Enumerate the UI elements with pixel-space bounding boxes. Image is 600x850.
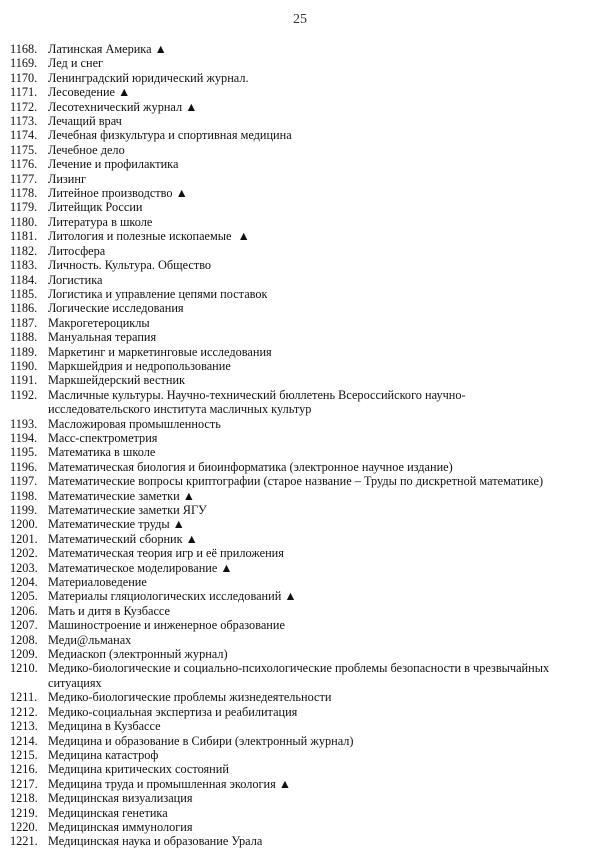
entry-number: 1170. <box>10 70 38 85</box>
list-item <box>10 618 590 632</box>
entry-title: Машиностроение и инженерное образование <box>48 618 285 633</box>
entry-title: Материалы гляциологических исследований ▲ <box>48 589 297 604</box>
list-item <box>10 330 590 344</box>
entry-number: 1213. <box>10 719 38 734</box>
entry-number: 1214. <box>10 733 38 748</box>
entry-number: 1180. <box>10 214 38 229</box>
list-item <box>10 345 590 359</box>
entry-title: Математическое моделирование ▲ <box>48 560 233 575</box>
entry-number: 1197. <box>10 474 38 489</box>
entry-title: Личность. Культура. Общество <box>48 258 212 273</box>
entry-number: 1218. <box>10 791 38 806</box>
list-item <box>10 820 590 834</box>
entry-number: 1174. <box>10 128 38 143</box>
entry-title: Логистика и управление цепями поставок <box>48 286 268 301</box>
entry-title: Масличные культуры. Научно-технический бюллетень Всероссийского научно- исследовательского института масличных культур <box>48 387 466 417</box>
list-item <box>10 604 590 618</box>
entry-number: 1207. <box>10 618 38 633</box>
entry-number: 1209. <box>10 647 38 662</box>
entry-title: Ленинградский юридический журнал. <box>48 70 249 85</box>
entry-title: Макрогетероциклы <box>48 315 150 330</box>
entry-title: Математическая биология и биоинформатика (электронное научное издание) <box>48 459 453 474</box>
list-item <box>10 762 590 776</box>
entry-title: Лечащий врач <box>48 114 122 129</box>
entry-number: 1189. <box>10 344 38 359</box>
entry-title: Медицинская генетика <box>48 805 168 820</box>
entry-title: Лизинг <box>48 171 86 186</box>
entry-number: 1187. <box>10 315 38 330</box>
entry-number: 1194. <box>10 430 38 445</box>
entry-title: Медицина труда и промышленная экология ▲ <box>48 776 292 791</box>
entry-title: Математическая теория игр и её приложения <box>48 546 284 561</box>
entry-title: Медиаскоп (электронный журнал) <box>48 647 228 662</box>
list-item <box>10 56 590 70</box>
entry-title: Лечебное дело <box>48 142 125 157</box>
list-item <box>10 503 590 517</box>
entry-title: Мать и дитя в Кузбассе <box>48 603 170 618</box>
entry-title: Масложировая промышленность <box>48 416 221 431</box>
list-item <box>10 589 590 603</box>
entry-number: 1205. <box>10 589 38 604</box>
list-item <box>10 128 590 142</box>
list-item <box>10 489 590 503</box>
entry-number: 1219. <box>10 805 38 820</box>
list-item <box>10 575 590 589</box>
entry-number: 1172. <box>10 99 38 114</box>
list-item <box>10 719 590 733</box>
list-item <box>10 71 590 85</box>
list-item <box>10 431 590 445</box>
list-item <box>10 186 590 200</box>
entry-title: Лесотехнический журнал ▲ <box>48 99 198 114</box>
entry-number: 1182. <box>10 243 38 258</box>
list-item <box>10 806 590 820</box>
list-item <box>10 287 590 301</box>
list-item <box>10 143 590 157</box>
entry-title: Литосфера <box>48 243 106 258</box>
list-item <box>10 273 590 287</box>
entry-number: 1191. <box>10 373 38 388</box>
entry-title: Литейное производство ▲ <box>48 186 188 201</box>
entry-title: Медицина и образование в Сибири (электронный журнал) <box>48 733 354 748</box>
entry-title: Математика в школе <box>48 445 156 460</box>
entry-number: 1215. <box>10 747 38 762</box>
list-item <box>10 244 590 258</box>
entry-number: 1195. <box>10 445 38 460</box>
list-item <box>10 258 590 272</box>
entry-title: Медицина катастроф <box>48 747 159 762</box>
entry-number: 1196. <box>10 459 38 474</box>
list-item <box>10 373 590 387</box>
entry-number: 1203. <box>10 560 38 575</box>
entry-title: Медико-биологические и социально-психологические проблемы безопасности в чрезвычайных ситуациях <box>48 661 550 690</box>
list-item <box>10 359 590 373</box>
entry-number: 1192. <box>10 387 38 402</box>
list-item <box>10 200 590 214</box>
entry-number: 1184. <box>10 272 38 287</box>
list-item <box>10 791 590 805</box>
list-item <box>10 777 590 791</box>
entry-number: 1199. <box>10 503 38 517</box>
entry-title: Математические заметки ▲ <box>48 488 195 503</box>
entry-number: 1179. <box>10 200 38 215</box>
page-number: 25 <box>293 12 307 27</box>
list-item <box>10 215 590 229</box>
entry-title: Маркшейдерский вестник <box>48 373 186 388</box>
list-item <box>10 229 590 243</box>
entry-number: 1183. <box>10 258 38 273</box>
list-item <box>10 301 590 315</box>
entry-number: 1198. <box>10 488 38 503</box>
list-item <box>10 445 590 459</box>
entry-title: Математические вопросы криптографии (старое название – Труды по дискретной математике) <box>48 474 544 489</box>
entry-number: 1216. <box>10 762 38 777</box>
entry-number: 1169. <box>10 56 38 71</box>
list-item <box>10 633 590 647</box>
list-item <box>10 100 590 114</box>
list-item <box>10 42 590 56</box>
entry-title: Материаловедение <box>48 575 147 590</box>
list-item <box>10 834 590 848</box>
entry-number: 1208. <box>10 632 38 647</box>
list-item <box>10 417 590 431</box>
entry-title: Лечение и профилактика <box>48 157 179 172</box>
entry-title: Лесоведение ▲ <box>48 85 131 100</box>
entry-title: Литейщик России <box>48 200 143 215</box>
entry-title: Логистика <box>48 272 103 287</box>
entry-number: 1212. <box>10 704 38 719</box>
entry-number: 1178. <box>10 186 38 201</box>
list-item <box>10 647 590 661</box>
entry-title: Мануальная терапия <box>48 330 157 345</box>
list-item <box>10 748 590 762</box>
entry-number: 1185. <box>10 286 38 301</box>
list-item <box>10 705 590 719</box>
entry-title: Маркетинг и маркетинговые исследования <box>48 344 272 359</box>
entry-title: Математические заметки ЯГУ <box>48 503 207 517</box>
entry-number: 1217. <box>10 776 38 791</box>
entry-number: 1202. <box>10 546 38 561</box>
entry-title: Масс-спектрометрия <box>48 430 158 445</box>
entry-title: Медицина критических состояний <box>48 762 229 777</box>
entry-title: Лечебная физкультура и спортивная медицина <box>48 128 292 143</box>
entry-number: 1168. <box>10 42 38 56</box>
list-item <box>10 172 590 186</box>
list-item <box>10 546 590 560</box>
entry-title: Медицинская наука и образование Урала <box>48 834 263 849</box>
list-item <box>10 388 590 417</box>
list-item <box>10 316 590 330</box>
entry-number: 1206. <box>10 603 38 618</box>
entry-number: 1181. <box>10 229 38 244</box>
entry-number: 1210. <box>10 661 38 676</box>
entry-title: Меди@льманах <box>48 632 132 647</box>
list-item <box>10 532 590 546</box>
entry-number: 1176. <box>10 157 38 172</box>
entry-number: 1220. <box>10 819 38 834</box>
entry-title: Лед и снег <box>48 56 104 71</box>
list-item <box>10 734 590 748</box>
entry-title: Логические исследования <box>48 301 184 316</box>
entry-title: Математический сборник ▲ <box>48 531 198 546</box>
list-item <box>10 517 590 531</box>
entry-number: 1186. <box>10 301 38 316</box>
entry-number: 1190. <box>10 358 38 373</box>
entry-title: Маркшейдрия и недропользование <box>48 358 231 373</box>
entry-title: Литология и полезные ископаемые ▲ <box>48 229 250 244</box>
entry-title: Медицинская визуализация <box>48 791 193 806</box>
entry-number: 1200. <box>10 517 38 532</box>
entry-title: Медико-биологические проблемы жизнедеятельности <box>48 690 332 705</box>
entry-number: 1221. <box>10 834 38 849</box>
list-item <box>10 157 590 171</box>
entry-number: 1171. <box>10 85 38 100</box>
journal-list <box>10 42 590 849</box>
entry-number: 1201. <box>10 531 38 546</box>
list-item <box>10 561 590 575</box>
entry-title: Математические труды ▲ <box>48 517 185 532</box>
list-item <box>10 474 590 488</box>
list-item <box>10 85 590 99</box>
entry-title: Медицинская иммунология <box>48 819 193 834</box>
entry-title: Медико-социальная экспертиза и реабилитация <box>48 704 298 719</box>
entry-number: 1204. <box>10 575 38 590</box>
list-item <box>10 114 590 128</box>
entry-title: Медицина в Кузбассе <box>48 719 161 734</box>
list-item <box>10 690 590 704</box>
list-item <box>10 460 590 474</box>
entry-number: 1173. <box>10 114 38 129</box>
entry-title: Литература в школе <box>48 214 153 229</box>
list-item <box>10 661 590 690</box>
entry-number: 1188. <box>10 330 38 345</box>
entry-number: 1193. <box>10 416 38 431</box>
entry-title: Латинская Америка ▲ <box>48 42 167 56</box>
entry-number: 1211. <box>10 690 38 705</box>
entry-number: 1175. <box>10 142 38 157</box>
entry-number: 1177. <box>10 171 38 186</box>
